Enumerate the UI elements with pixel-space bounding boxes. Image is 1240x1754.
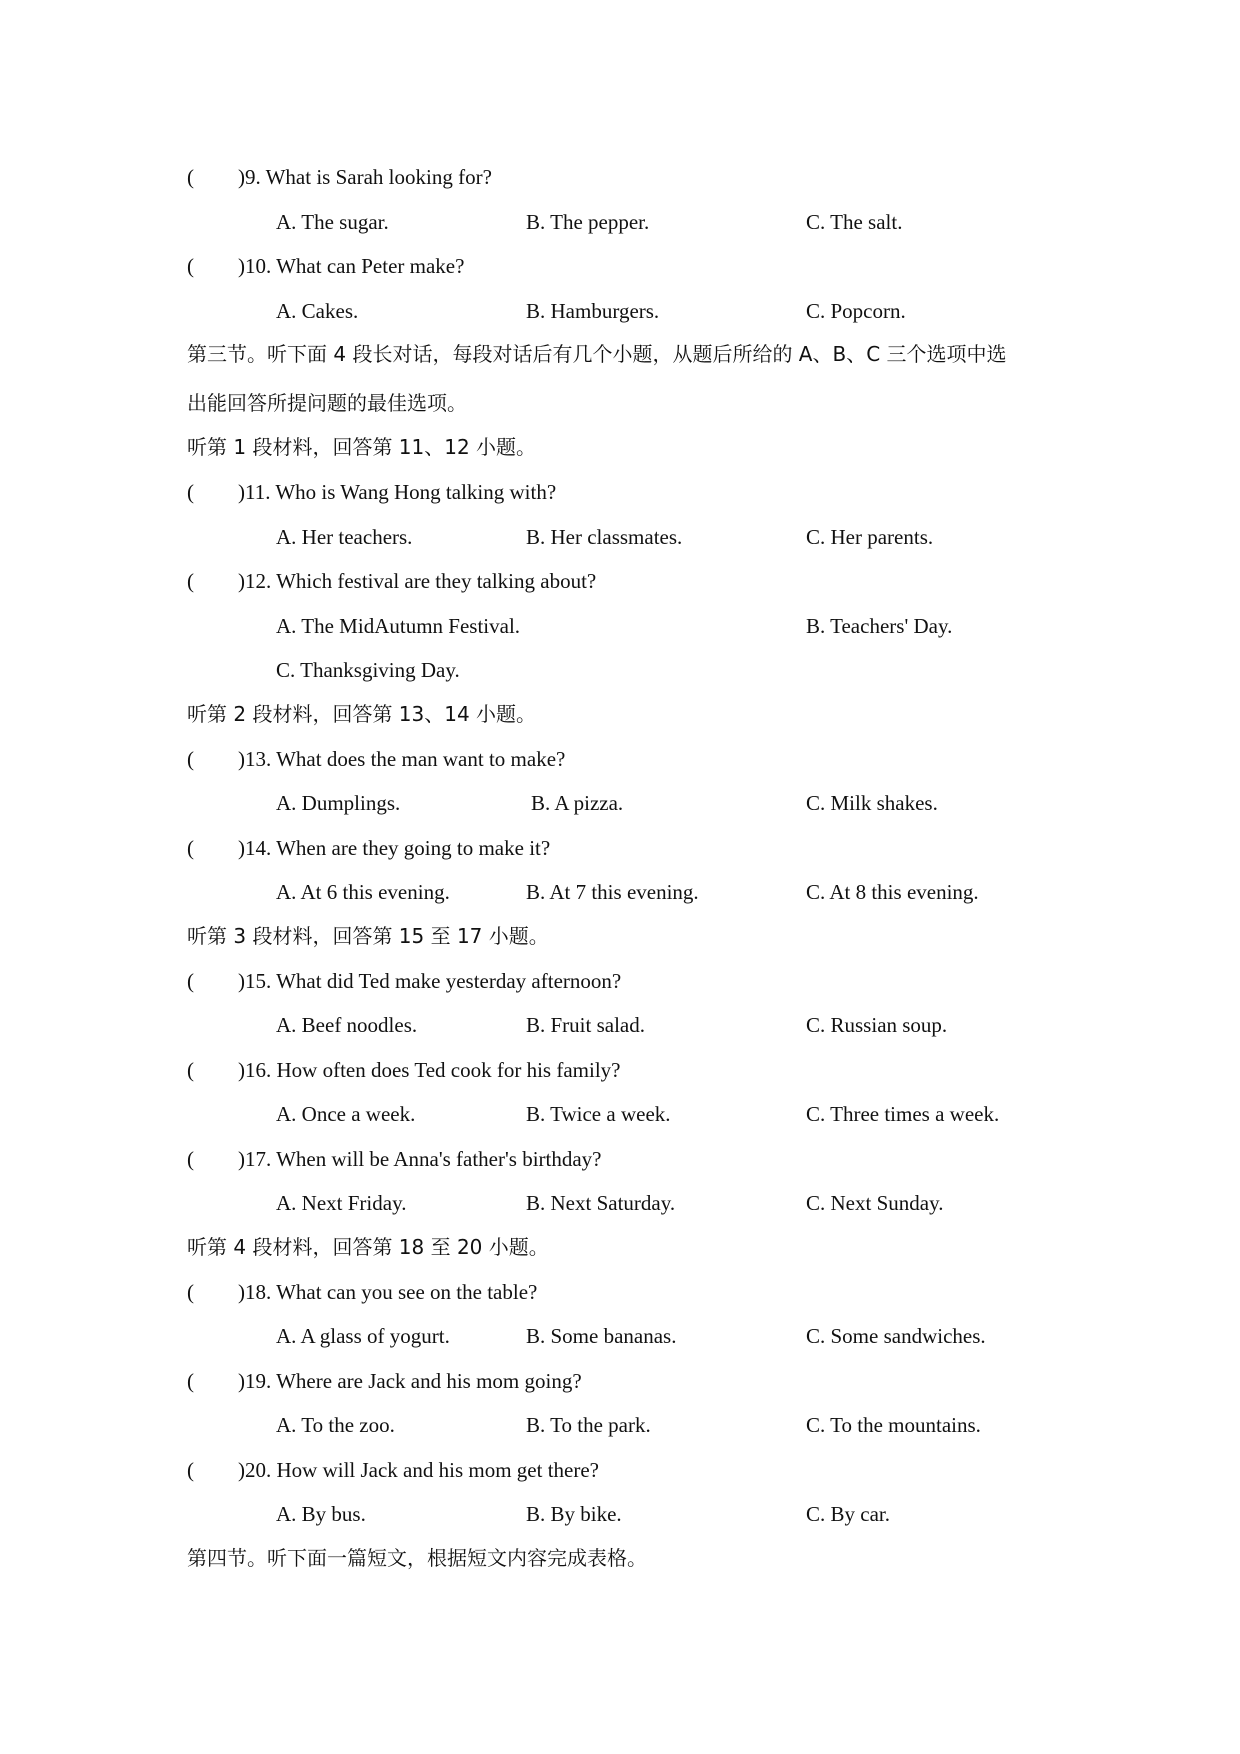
- option-a: A. A glass of yogurt.: [276, 1324, 450, 1348]
- answer-blank: (: [187, 1147, 194, 1171]
- option-b: B. Hamburgers.: [526, 299, 660, 323]
- answer-blank: (: [187, 1369, 194, 1393]
- option-c: C. The salt.: [806, 210, 903, 234]
- option-b: B. By bike.: [526, 1502, 622, 1526]
- section-3-instruction-cont: [0, 388, 1240, 418]
- question-text: )9. What is Sarah looking for?: [238, 165, 492, 189]
- option-c: C. At 8 this evening.: [806, 880, 979, 904]
- option-a: A. Next Friday.: [276, 1191, 407, 1215]
- question-13: [0, 744, 1240, 774]
- options-12: [0, 611, 1240, 641]
- option-a: A. At 6 this evening.: [276, 880, 450, 904]
- options-19: [0, 1410, 1240, 1440]
- material-3-heading: [0, 921, 1240, 951]
- question-19: [0, 1366, 1240, 1396]
- option-b: B. Fruit salad.: [526, 1013, 645, 1037]
- option-c: C. To the mountains.: [806, 1413, 981, 1437]
- question-text: )12. Which festival are they talking about?: [238, 569, 597, 593]
- option-c: C. Next Sunday.: [806, 1191, 944, 1215]
- option-a: A. The sugar.: [276, 210, 389, 234]
- section-3-line-1: 第三节。听下面 4 段长对话，每段对话后有几个小题，从题后所给的 A、B、C 三个选项中选: [187, 342, 1007, 366]
- answer-blank: (: [187, 1058, 194, 1082]
- option-a: A. Beef noodles.: [276, 1013, 418, 1037]
- question-12: [0, 566, 1240, 596]
- options-17: [0, 1188, 1240, 1218]
- question-text: )15. What did Ted make yesterday afternoon?: [238, 969, 622, 993]
- options-18: [0, 1321, 1240, 1351]
- section-3-line-2: 出能回答所提问题的最佳选项。: [187, 391, 467, 415]
- question-text: )16. How often does Ted cook for his family?: [238, 1058, 621, 1082]
- answer-blank: (: [187, 254, 194, 278]
- options-15: [0, 1010, 1240, 1040]
- option-a: A. Her teachers.: [276, 525, 413, 549]
- question-text: )18. What can you see on the table?: [238, 1280, 538, 1304]
- answer-blank: (: [187, 747, 194, 771]
- option-c: C. Thanksgiving Day.: [276, 658, 460, 682]
- options-9: [0, 207, 1240, 237]
- option-a: A. To the zoo.: [276, 1413, 395, 1437]
- option-c: C. Popcorn.: [806, 299, 906, 323]
- material-4-heading: [0, 1232, 1240, 1262]
- option-b: B. Twice a week.: [526, 1102, 671, 1126]
- option-c: C. Milk shakes.: [806, 791, 938, 815]
- question-14: [0, 833, 1240, 863]
- option-c: C. Some sandwiches.: [806, 1324, 986, 1348]
- material-1-heading: [0, 432, 1240, 462]
- option-b: B. A pizza.: [531, 791, 624, 815]
- question-20: [0, 1455, 1240, 1485]
- answer-blank: (: [187, 969, 194, 993]
- option-b: B. Her classmates.: [526, 525, 683, 549]
- material-1-text: 听第 1 段材料，回答第 11、12 小题。: [187, 435, 537, 459]
- section-4-instruction: [0, 1543, 1240, 1573]
- option-a: A. The MidAutumn Festival.: [276, 614, 521, 638]
- answer-blank: (: [187, 165, 194, 189]
- option-c: C. Russian soup.: [806, 1013, 948, 1037]
- question-text: )20. How will Jack and his mom get there?: [238, 1458, 599, 1482]
- options-20: [0, 1499, 1240, 1529]
- options-10: [0, 296, 1240, 326]
- material-2-text: 听第 2 段材料，回答第 13、14 小题。: [187, 702, 537, 726]
- answer-blank: (: [187, 480, 194, 504]
- question-text: )14. When are they going to make it?: [238, 836, 551, 860]
- answer-blank: (: [187, 569, 194, 593]
- options-13: [0, 788, 1240, 818]
- option-b: B. Teachers' Day.: [806, 614, 953, 638]
- material-2-heading: [0, 699, 1240, 729]
- section-3-instruction: [0, 339, 1240, 369]
- question-text: )13. What does the man want to make?: [238, 747, 566, 771]
- question-text: )10. What can Peter make?: [238, 254, 465, 278]
- options-12-cont: [0, 655, 1240, 685]
- question-16: [0, 1055, 1240, 1085]
- option-a: A. Dumplings.: [276, 791, 401, 815]
- material-4-text: 听第 4 段材料，回答第 18 至 20 小题。: [187, 1235, 549, 1259]
- option-b: B. At 7 this evening.: [526, 880, 699, 904]
- options-11: [0, 522, 1240, 552]
- option-a: A. Once a week.: [276, 1102, 416, 1126]
- option-b: B. The pepper.: [526, 210, 650, 234]
- option-c: C. By car.: [806, 1502, 890, 1526]
- option-a: A. By bus.: [276, 1502, 366, 1526]
- question-text: )11. Who is Wang Hong talking with?: [238, 480, 557, 504]
- material-3-text: 听第 3 段材料，回答第 15 至 17 小题。: [187, 924, 549, 948]
- question-text: )19. Where are Jack and his mom going?: [238, 1369, 582, 1393]
- option-a: A. Cakes.: [276, 299, 359, 323]
- options-14: [0, 877, 1240, 907]
- question-18: [0, 1277, 1240, 1307]
- question-17: [0, 1144, 1240, 1174]
- options-16: [0, 1099, 1240, 1129]
- option-c: C. Her parents.: [806, 525, 934, 549]
- option-c: C. Three times a week.: [806, 1102, 1000, 1126]
- question-15: [0, 966, 1240, 996]
- answer-blank: (: [187, 1280, 194, 1304]
- answer-blank: (: [187, 1458, 194, 1482]
- question-text: )17. When will be Anna's father's birthday?: [238, 1147, 602, 1171]
- section-4-text: 第四节。听下面一篇短文，根据短文内容完成表格。: [187, 1546, 647, 1570]
- option-b: B. Next Saturday.: [526, 1191, 676, 1215]
- option-b: B. Some bananas.: [526, 1324, 677, 1348]
- question-9: [0, 162, 1240, 192]
- option-b: B. To the park.: [526, 1413, 651, 1437]
- question-10: [0, 251, 1240, 281]
- answer-blank: (: [187, 836, 194, 860]
- question-11: [0, 477, 1240, 507]
